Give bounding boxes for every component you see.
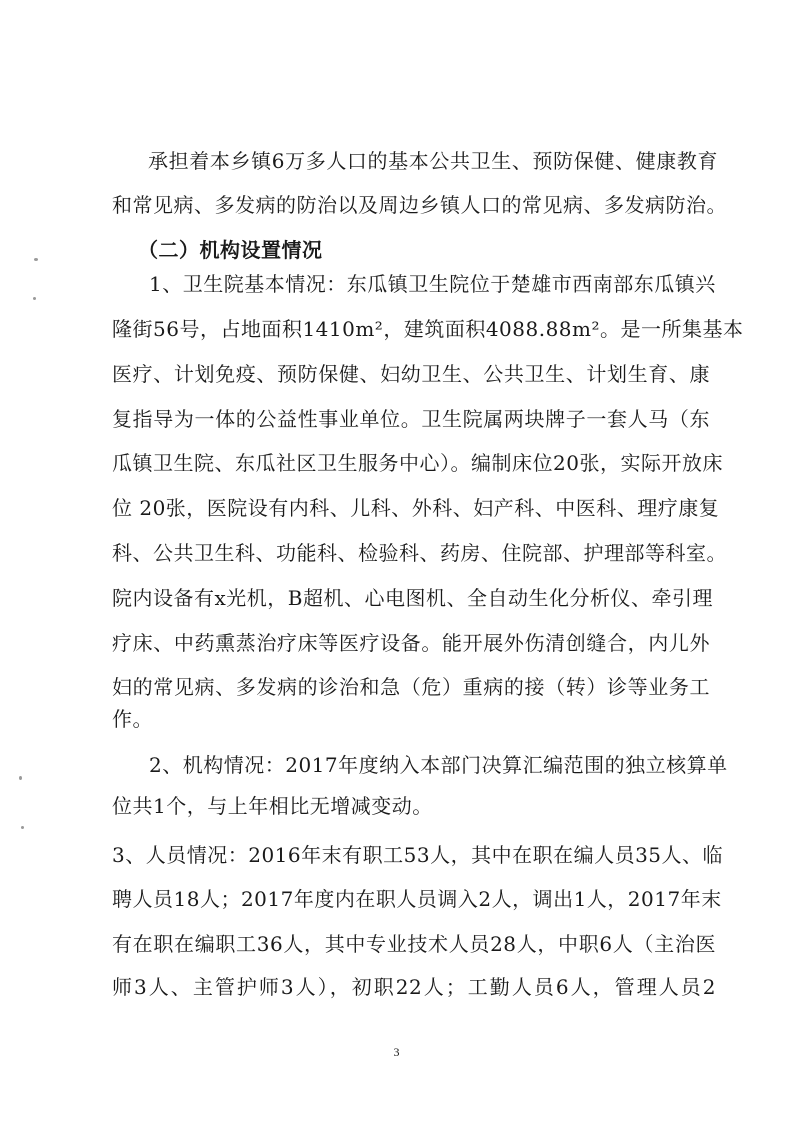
scan-speck [21,826,24,829]
paragraph-line: 位 20张，医院设有内科、儿科、外科、妇产科、中医科、理疗康复 [112,496,720,520]
paragraph-line: 隆街56号，占地面积1410m²，建筑面积4088.88m²。是一所集基本 [112,317,744,341]
paragraph-line: 1、卫生院基本情况：东瓜镇卫生院位于楚雄市西南部东瓜镇兴 [149,272,716,296]
paragraph-line: 和常见病、多发病的防治以及周边乡镇人口的常见病、多发病防治。 [112,193,727,217]
paragraph-line: 作。 [112,707,153,731]
paragraph-line: 聘人员18人；2017年度内在职人员调入2人，调出1人，2017年末 [112,887,722,911]
page-number: 3 [393,1045,400,1059]
scan-speck [33,297,36,300]
paragraph-line: 承担着本乡镇6万多人口的基本公共卫生、预防保健、健康教育 [148,149,718,173]
section-heading: （二）机构设置情况 [138,238,323,262]
scan-speck [19,776,22,780]
paragraph-line: 师3人、主管护师3人），初职22人；工勤人员6人，管理人员2 [112,975,716,999]
paragraph-line: 科、公共卫生科、功能科、检验科、药房、住院部、护理部等科室。 [112,541,727,565]
paragraph-line: 有在职在编职工36人，其中专业技术人员28人，中职6人（主治医 [112,932,716,956]
paragraph-line: 位共1个，与上年相比无增减变动。 [112,794,433,818]
paragraph-line: 复指导为一体的公益性事业单位。卫生院属两块牌子一套人马（东 [112,407,710,431]
paragraph-line: 瓜镇卫生院、东瓜社区卫生服务中心）。编制床位20张，实际开放床 [112,451,723,475]
paragraph-line: 妇的常见病、多发病的诊治和急（危）重病的接（转）诊等业务工 [112,675,710,699]
paragraph-line: 3、人员情况：2016年末有职工53人，其中在职在编人员35人、临 [112,843,724,867]
paragraph-line: 2、机构情况：2017年度纳入本部门决算汇编范围的独立核算单 [149,753,728,777]
paragraph-line: 院内设备有x光机，B超机、心电图机、全自动生化分析仪、牵引理 [112,586,713,610]
paragraph-line: 疗床、中药熏蒸治疗床等医疗设备。能开展外伤清创缝合，内儿外 [112,631,710,655]
paragraph-line: 医疗、计划免疫、预防保健、妇幼卫生、公共卫生、计划生育、康 [112,362,710,386]
scan-speck [34,258,38,261]
